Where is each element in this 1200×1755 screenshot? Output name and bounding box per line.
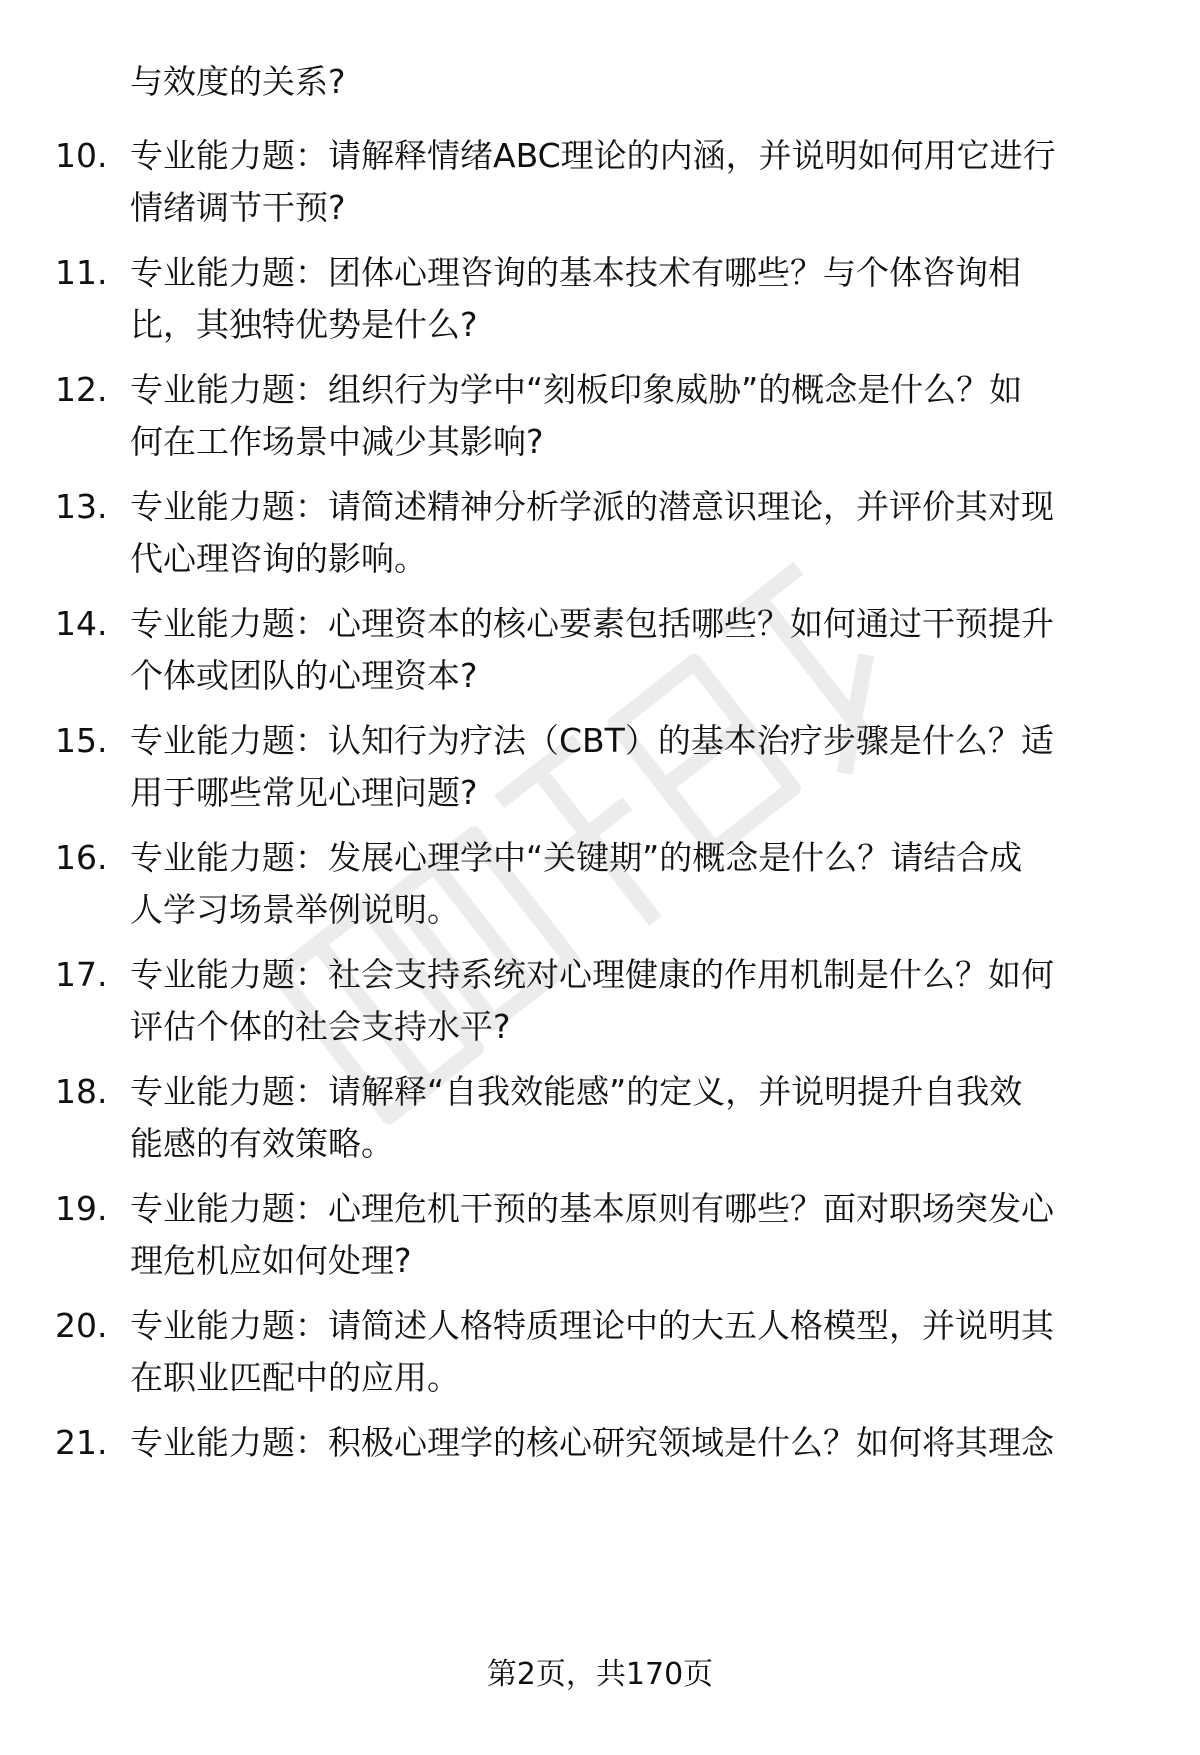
question-number: 10. bbox=[55, 136, 108, 175]
continued-question-text: 与效度的关系? bbox=[130, 62, 346, 101]
question-text: 专业能力题：组织行为学中“刻板印象威胁”的概念是什么？如 何在工作场景中减少其影响? bbox=[130, 370, 1023, 461]
question-text: 专业能力题：团体心理咨询的基本技术有哪些？与个体咨询相 比，其独特优势是什么? bbox=[130, 253, 1021, 344]
list-item bbox=[0, 1066, 1200, 1176]
list-item bbox=[0, 364, 1200, 474]
question-text: 专业能力题：心理资本的核心要素包括哪些？如何通过干预提升 个体或团队的心理资本? bbox=[130, 604, 1054, 695]
question-text: 专业能力题：请解释情绪ABC理论的内涵，并说明如何用它进行 情绪调节干预? bbox=[130, 136, 1056, 227]
question-number: 19. bbox=[55, 1189, 108, 1228]
list-item bbox=[0, 481, 1200, 591]
question-text: 专业能力题：心理危机干预的基本原则有哪些？面对职场突发心 理危机应如何处理? bbox=[130, 1189, 1054, 1280]
question-text: 专业能力题：发展心理学中“关键期”的概念是什么？请结合成 人学习场景举例说明。 bbox=[130, 838, 1023, 929]
question-text: 专业能力题：认知行为疗法（CBT）的基本治疗步骤是什么？适 用于哪些常见心理问题? bbox=[130, 721, 1054, 812]
list-item bbox=[0, 1183, 1200, 1293]
list-item bbox=[0, 715, 1200, 825]
question-text: 专业能力题：请简述人格特质理论中的大五人格模型，并说明其 在职业匹配中的应用。 bbox=[130, 1306, 1054, 1397]
list-item bbox=[0, 832, 1200, 942]
question-text: 专业能力题：社会支持系统对心理健康的作用机制是什么？如何 评估个体的社会支持水平? bbox=[130, 955, 1054, 1046]
question-number: 15. bbox=[55, 721, 108, 760]
question-number: 17. bbox=[55, 955, 108, 994]
list-item bbox=[0, 130, 1200, 240]
question-number: 11. bbox=[55, 253, 108, 292]
question-number: 20. bbox=[55, 1306, 108, 1345]
page-footer: 第2页，共170页 bbox=[486, 1657, 714, 1692]
list-item bbox=[0, 1300, 1200, 1410]
question-number: 13. bbox=[55, 487, 108, 526]
question-number: 21. bbox=[55, 1423, 108, 1462]
question-text: 专业能力题：请解释“自我效能感”的定义，并说明提升自我效 能感的有效策略。 bbox=[130, 1072, 1023, 1163]
list-item bbox=[0, 949, 1200, 1059]
question-text: 专业能力题：请简述精神分析学派的潜意识理论，并评价其对现 代心理咨询的影响。 bbox=[130, 487, 1054, 578]
question-number: 16. bbox=[55, 838, 108, 877]
question-number: 12. bbox=[55, 370, 108, 409]
question-number: 14. bbox=[55, 604, 108, 643]
question-number: 18. bbox=[55, 1072, 108, 1111]
list-item bbox=[0, 598, 1200, 708]
list-item bbox=[0, 247, 1200, 357]
list-item bbox=[0, 1417, 1200, 1527]
question-text: 专业能力题：积极心理学的核心研究领域是什么？如何将其理念 bbox=[130, 1423, 1054, 1462]
